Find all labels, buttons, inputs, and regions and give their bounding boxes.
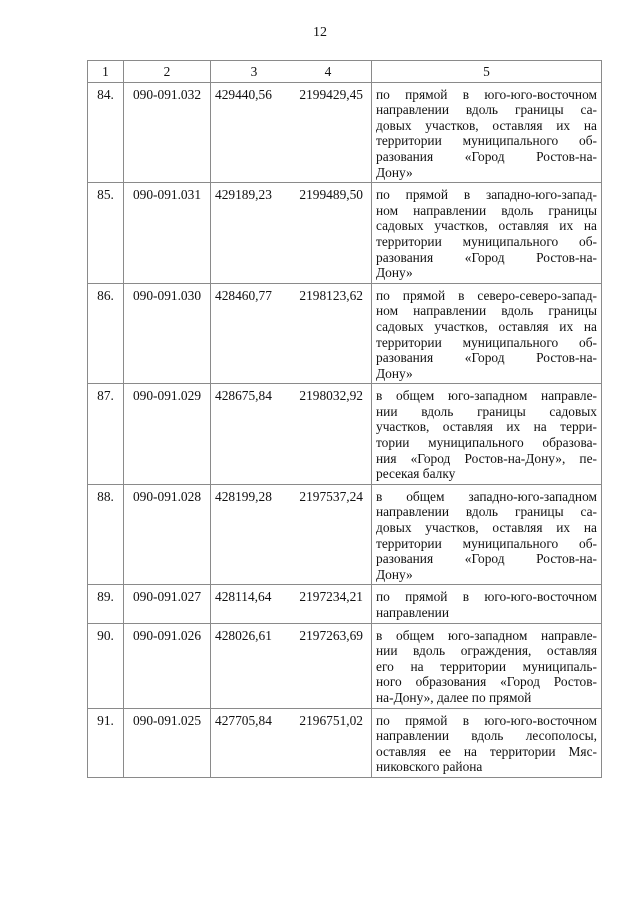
description-line: ресекая балку — [376, 466, 456, 482]
boundary-description — [372, 384, 602, 485]
description-line: Дону» — [376, 566, 413, 582]
point-id: 090-091.026 — [124, 623, 211, 708]
coordinates — [211, 484, 372, 585]
description-line: его на территории муниципаль- — [376, 658, 597, 674]
description-line: направлении вдоль границы са- — [376, 504, 597, 520]
coord-x: 428460,77 — [215, 287, 272, 303]
coord-x: 429440,56 — [215, 86, 272, 102]
table-row — [88, 82, 602, 183]
coord-x: 428114,64 — [215, 589, 272, 605]
coordinates — [211, 82, 372, 183]
row-number: 84. — [88, 82, 124, 183]
header-col-2: 2 — [124, 61, 211, 83]
coord-y: 2197537,24 — [299, 488, 363, 504]
description-line: направлении — [376, 605, 450, 620]
coordinates — [211, 283, 372, 384]
description-line: никовского района — [376, 759, 483, 775]
description-line: разования «Город Ростов-на- — [376, 249, 597, 265]
description-line: довых участков, оставляя их на — [376, 117, 597, 133]
boundary-description — [372, 82, 602, 183]
description-line: разования «Город Ростов-на- — [376, 350, 597, 366]
coord-y: 2197234,21 — [299, 589, 363, 605]
description-line: ном направлении вдоль границы — [376, 202, 597, 218]
description-line: в общем юго-западном направле- — [376, 388, 597, 404]
header-col-1: 1 — [88, 61, 124, 83]
boundary-description — [372, 623, 602, 708]
description-line: в общем западно-юго-западном — [376, 488, 597, 504]
point-id: 090-091.025 — [124, 708, 211, 777]
row-number: 88. — [88, 484, 124, 585]
description-line: ного образования «Город Ростов- — [376, 674, 597, 690]
table-row — [88, 585, 602, 623]
point-id: 090-091.032 — [124, 82, 211, 183]
description-line: Дону» — [376, 164, 413, 180]
description-line: по прямой в юго-юго-восточном — [376, 86, 597, 102]
coordinates — [211, 585, 372, 623]
coord-y: 2198032,92 — [299, 388, 363, 404]
page-number: 12 — [313, 25, 327, 40]
description-line: территории муниципального об- — [376, 334, 597, 350]
coord-x: 428199,28 — [215, 488, 272, 504]
coordinates — [211, 183, 372, 284]
description-line: территории муниципального об- — [376, 535, 597, 551]
description-line: Дону» — [376, 365, 413, 381]
description-line: по прямой в юго-юго-восточном — [376, 712, 597, 728]
boundary-description — [372, 183, 602, 284]
description-line: на-Дону», далее по прямой — [376, 689, 532, 705]
description-line: разования «Город Ростов-на- — [376, 148, 597, 164]
description-line: садовых участков, оставляя их на — [376, 218, 597, 234]
description-line: Дону» — [376, 265, 413, 281]
row-number: 87. — [88, 384, 124, 485]
boundary-description — [372, 283, 602, 384]
table-row — [88, 484, 602, 585]
description-line: по прямой в западно-юго-запад- — [376, 187, 597, 203]
coord-x: 429189,23 — [215, 187, 272, 203]
coord-y: 2196751,02 — [299, 712, 363, 728]
row-number: 89. — [88, 585, 124, 623]
point-id: 090-091.030 — [124, 283, 211, 384]
description-line: нии вдоль границы садовых — [376, 403, 597, 419]
description-line: направлении вдоль лесополосы, — [376, 728, 597, 744]
description-line: территории муниципального об- — [376, 133, 597, 149]
header-col-3-4 — [211, 61, 372, 83]
description-line: участков, оставляя их на терри- — [376, 419, 597, 435]
row-number: 90. — [88, 623, 124, 708]
description-line: оставляя ее на территории Мяс- — [376, 743, 597, 759]
coord-y: 2199429,45 — [299, 86, 363, 102]
description-line: ном направлении вдоль границы — [376, 303, 597, 319]
point-id: 090-091.031 — [124, 183, 211, 284]
description-line: нии вдоль ограждения, оставляя — [376, 643, 597, 659]
table-row — [88, 708, 602, 777]
boundary-points-table — [87, 60, 602, 778]
header-col-3: 3 — [250, 64, 258, 79]
table-header-row — [88, 61, 602, 83]
coord-x: 428026,61 — [215, 627, 272, 643]
header-col-4: 4 — [324, 64, 332, 79]
description-line: садовых участков, оставляя их на — [376, 318, 597, 334]
row-number: 91. — [88, 708, 124, 777]
row-number: 86. — [88, 283, 124, 384]
point-id: 090-091.028 — [124, 484, 211, 585]
coordinates — [211, 708, 372, 777]
coord-x: 427705,84 — [215, 712, 272, 728]
description-line: довых участков, оставляя их на — [376, 520, 597, 536]
description-line: по прямой в северо-северо-запад- — [376, 287, 597, 303]
coord-y: 2199489,50 — [299, 187, 363, 203]
header-col-5: 5 — [372, 61, 602, 83]
coordinates — [211, 623, 372, 708]
table-row — [88, 283, 602, 384]
description-line: разования «Город Ростов-на- — [376, 551, 597, 567]
point-id: 090-091.029 — [124, 384, 211, 485]
description-line: территории муниципального об- — [376, 233, 597, 249]
row-number: 85. — [88, 183, 124, 284]
boundary-description — [372, 585, 602, 623]
description-line: направлении вдоль границы са- — [376, 102, 597, 118]
point-id: 090-091.027 — [124, 585, 211, 623]
description-line: по прямой в юго-юго-восточном — [376, 589, 597, 605]
description-line: ния «Город Ростов-на-Дону», пе- — [376, 450, 597, 466]
coord-y: 2197263,69 — [299, 627, 363, 643]
table-row — [88, 623, 602, 708]
boundary-description — [372, 708, 602, 777]
coord-x: 428675,84 — [215, 388, 272, 404]
description-line: тории муниципального образова- — [376, 435, 597, 451]
coord-y: 2198123,62 — [299, 287, 363, 303]
table-row — [88, 183, 602, 284]
description-line: в общем юго-западном направле- — [376, 627, 597, 643]
coordinates — [211, 384, 372, 485]
boundary-description — [372, 484, 602, 585]
table-row — [88, 384, 602, 485]
